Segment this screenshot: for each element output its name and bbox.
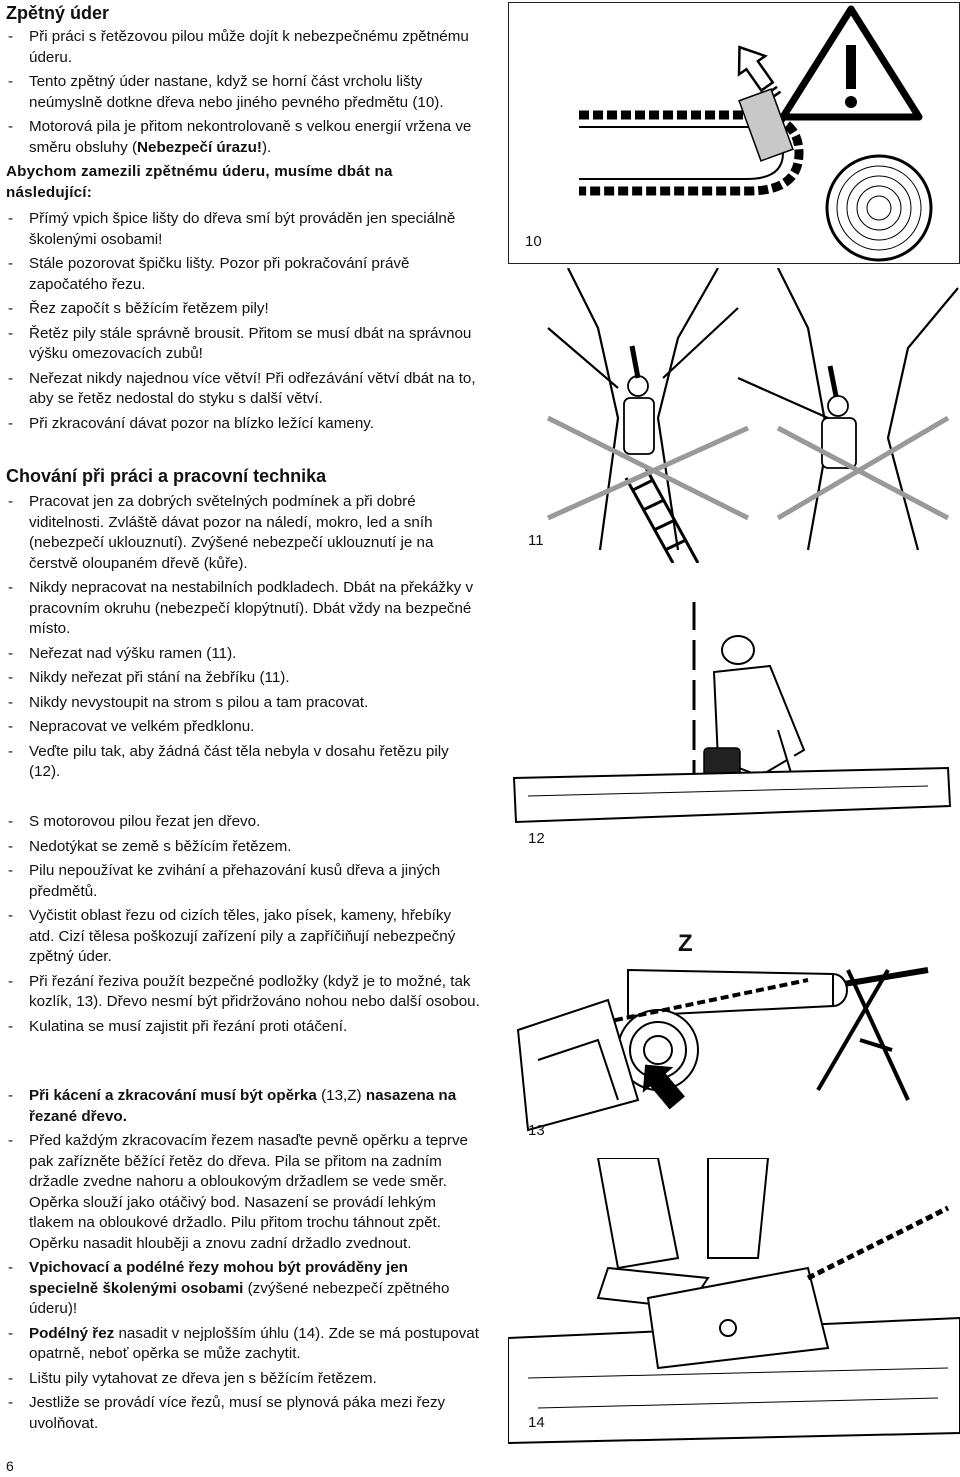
text: (13,Z) — [316, 1087, 366, 1104]
log-icon — [827, 156, 931, 260]
worker-on-ladder-icon — [624, 346, 654, 454]
text-bold: Podélný řez — [29, 1324, 115, 1342]
figure-number: 12 — [528, 830, 545, 847]
list-item: - S motorovou pilou řezat jen dřevo. — [6, 812, 480, 833]
section-title-kickback: Zpětný úder — [6, 3, 110, 23]
list-item: - Přímý vpich špice lišty do dřeva smí být prováděn jen speciálně školenými osobami! — [6, 209, 480, 250]
warning-text: Nebezpečí úrazu! — [137, 138, 262, 156]
text: (zvýšené nebezpečí zpětného úderu)! — [29, 1279, 450, 1317]
text-bold: Vpichovací a podélné řezy mohou být prováděny jen specielně školenými osobami — [29, 1259, 408, 1297]
list-item: - Tento zpětný úder nastane, když se horní část vrcholu lišty neúmyslně dotkne dřeva nebo jiného pevného předmětu (10). — [6, 72, 480, 113]
list-item — [6, 1324, 480, 1365]
figure-10-kickback — [508, 2, 960, 264]
figure-12-body-position — [508, 600, 960, 850]
list-item: - Pracovat jen za dobrých světelných podmínek a při dobré viditelnosti. Zvláště dávat pozor na náledí, mokro, led a sníh (nebezpečí uklouznutí). Zvýšené nebezpečí uklouznutí je na čerstvě oloupaném dřevě (kůře). — [6, 492, 480, 574]
list-item: - Před každým zkracovacím řezem nasaďte pevně opěrku a teprve pak zařízněte běžící řetěz do dřeva. Pila se přitom na zadním držadle zvedne nahoru a obloukovým držadlem se vede směr. Opěrka slouží jako otáčivý bod. Nasazení se provádí lehkým tlakem na obloukové držadlo. Pilu přitom trochu táhnout zpět. Opěrku nasadit hlouběji a znovu zadní držadlo zvednout. — [6, 1131, 480, 1254]
log-icon — [514, 768, 950, 822]
figure-number: 11 — [528, 532, 544, 549]
list-item: - Nedotýkat se země s běžícím řetězem. — [6, 837, 480, 858]
list-item: - Při zkracování dávat pozor na blízko ležící kameny. — [6, 414, 480, 435]
list-item: - Jestliže se provádí více řezů, musí se plynová páka mezi řezy uvolňovat. — [6, 1393, 480, 1434]
bold-paragraph: Abychom zamezili zpětnému úderu, musíme dbát na následující: — [6, 163, 393, 201]
kickback-illustration — [509, 3, 959, 263]
technique-list — [6, 492, 480, 783]
tree-illustration — [508, 268, 960, 563]
kickback-list-b — [6, 209, 480, 434]
felling-list — [6, 1086, 480, 1434]
section-cutting-rules — [6, 812, 480, 1041]
section-title-technique: Chování při práci a pracovní technika — [6, 466, 327, 486]
section-work-technique — [6, 465, 480, 787]
sawhorse-illustration — [508, 930, 960, 1150]
text: ). — [261, 138, 272, 156]
longitudinal-cut-illustration — [508, 1158, 960, 1458]
figure-number: 14 — [528, 1414, 545, 1431]
text-bold: Při kácení a zkracování musí být opěrka — [29, 1087, 317, 1104]
list-item: - Neřezat nad výšku ramen (11). — [6, 644, 480, 665]
list-item: - Neřezat nikdy najednou více větví! Při odřezávání větví dbát na to, aby se řetěz nedostal do styku s další větví. — [6, 369, 480, 410]
list-item: - Nikdy nepracovat na nestabilních podkladech. Dbát na překážky v pracovním okruhu (nebezpečí klopýtnutí). Dbát vždy na bezpečné místo. — [6, 578, 480, 640]
list-item: - Pilu nepoužívat ke zvihání a přehazování kusů dřeva a jiných předmětů. — [6, 861, 480, 902]
figure-14-longitudinal-cut — [508, 1158, 960, 1458]
kickback-list-a — [6, 27, 480, 158]
list-item: - Vyčistit oblast řezu od cizích těles, jako písek, kameny, hřebíky atd. Cizí tělesa poškozují zařízení pily a zapříčiňují nebezpečný zpětný úder. — [6, 906, 480, 968]
page-number: 6 — [6, 1458, 14, 1474]
text-bold: nasazena na řezané dřevo. — [29, 1087, 457, 1125]
chainsaw-bar-icon — [579, 89, 799, 191]
list-item: - Nepracovat ve velkém předklonu. — [6, 717, 480, 738]
list-item: - Při práci s řetězovou pilou může dojít k nebezpečnému zpětnému úderu. — [6, 27, 480, 68]
list-item: - Řetěz pily stále správně brousit. Přitom se musí dbát na správnou výšku omezovacích zubů! — [6, 324, 480, 365]
list-item: - Stále pozorovat špičku lišty. Pozor při pokračování právě započatého řezu. — [6, 254, 480, 295]
list-item — [6, 117, 480, 158]
figure-13-sawhorse — [508, 930, 960, 1150]
list-item: - Nikdy neřezat při stání na žebříku (11). — [6, 668, 480, 689]
figure-number: 13 — [528, 1122, 545, 1139]
list-item: - Lištu pily vytahovat ze dřeva jen s běžícím řetězem. — [6, 1369, 480, 1390]
list-item: - Řez započít s běžícím řetězem pily! — [6, 299, 480, 320]
figure-11-tree-ladder — [508, 268, 960, 563]
section-kickback — [6, 2, 480, 438]
list-item: - Nikdy nevystoupit na strom s pilou a tam pracovat. — [6, 693, 480, 714]
warning-triangle-icon — [783, 9, 919, 117]
figure-number: 10 — [525, 233, 542, 250]
section-felling-bucking — [6, 1086, 480, 1438]
list-item — [6, 1258, 480, 1320]
list-item: - Veďte pilu tak, aby žádná část těla nebyla v dosahu řetězu pily (12). — [6, 742, 480, 783]
list-item: - Při řezání řeziva použít bezpečné podložky (když je to možné, tak kozlík, 13). Dřevo nesmí být přidržováno nohou nebo další osobou. — [6, 972, 480, 1013]
text: nasadit v nejplošším úhlu (14). Zde se má postupovat opatrně, neboť opěrka se může zachytit. — [29, 1324, 479, 1362]
worker-log-illustration — [508, 600, 960, 850]
ladder-icon — [626, 468, 698, 563]
figure-label-z: Z — [678, 930, 693, 957]
list-item — [6, 1086, 480, 1127]
text: Motorová pila je přitom nekontrolovaně s velkou energií vržena ve směru obsluhy ( — [29, 118, 472, 156]
cutting-list — [6, 812, 480, 1037]
list-item: - Kulatina se musí zajistit při řezání proti otáčení. — [6, 1017, 480, 1038]
